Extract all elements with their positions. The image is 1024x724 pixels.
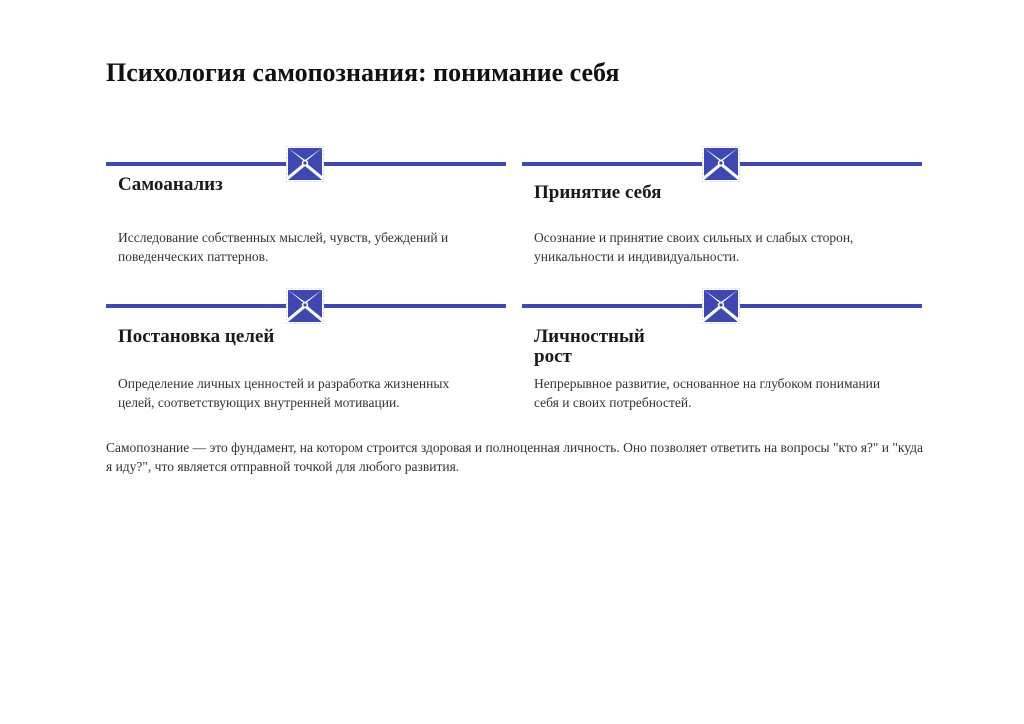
card-self-acceptance [522,148,922,288]
diamond-cross-icon [286,288,324,324]
card-goal-setting [106,290,506,430]
summary-paragraph: Самопознание — это фундамент, на котором строится здоровая и полноценная личность. Оно позволяет ответить на вопросы "кто я?" и "куда я иду?", что является отправной точкой для любого развития. [106,440,924,474]
diamond-cross-icon [702,146,740,182]
card-description: Определение личных ценностей и разработка жизненных целей, соответствующих внутренней мотивации. [118,376,450,410]
page-title: Психология самопознания: понимание себя [106,58,620,87]
card-description: Осознание и принятие своих сильных и слабых сторон, уникальности и индивидуальности. [534,230,854,264]
card-title: Самоанализ [118,174,223,195]
diamond-cross-icon [702,288,740,324]
card-personal-growth [522,290,922,430]
card-title: Принятие себя [534,182,662,203]
card-self-analysis [106,148,506,288]
diamond-cross-icon [286,146,324,182]
card-title: Постановка целей [118,326,275,347]
card-description: Непрерывное развитие, основанное на глубоком понимании себя и своих потребностей. [534,376,881,410]
card-title: Личностный рост [534,326,645,367]
card-description: Исследование собственных мыслей, чувств, убеждений и поведенческих паттернов. [118,230,449,264]
